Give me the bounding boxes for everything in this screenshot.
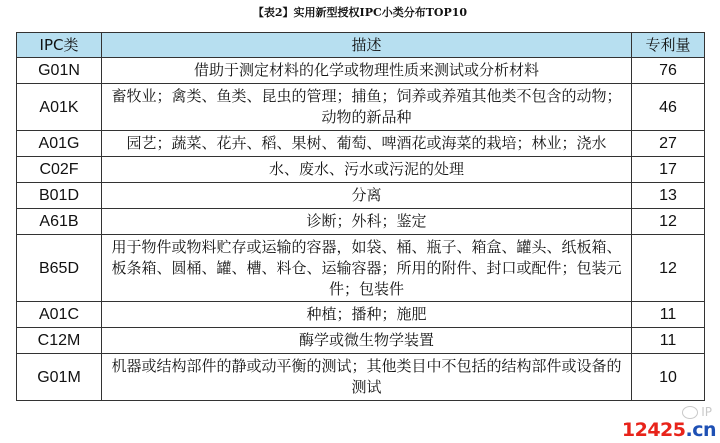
ipc-code-cell: A01G xyxy=(17,131,102,157)
ipc-code-cell: B01D xyxy=(17,183,102,209)
description-cell: 园艺；蔬菜、花卉、稻、果树、葡萄、啤酒花或海菜的栽培；林业；浇水 xyxy=(102,131,632,157)
table-row xyxy=(17,183,705,209)
table-row xyxy=(17,302,705,328)
patent-count-cell: 76 xyxy=(632,58,705,84)
table-row xyxy=(17,58,705,84)
table-row xyxy=(17,84,705,131)
patent-count-cell: 17 xyxy=(632,157,705,183)
table-caption: 【表2】实用新型授权IPC小类分布TOP10 xyxy=(252,6,468,19)
description-cell: 种植；播种；施肥 xyxy=(102,302,632,328)
watermark xyxy=(682,405,712,419)
table-row xyxy=(17,235,705,302)
ipc-code-cell: G01M xyxy=(17,354,102,401)
description-cell: 机器或结构部件的静或动平衡的测试；其他类目中不包括的结构部件或设备的测试 xyxy=(102,354,632,401)
patent-count-cell: 11 xyxy=(632,328,705,354)
patent-count-cell: 10 xyxy=(632,354,705,401)
table-row xyxy=(17,209,705,235)
watermark-text: IP xyxy=(701,405,712,419)
description-cell: 用于物件或物料贮存或运输的容器，如袋、桶、瓶子、箱盒、罐头、纸板箱、板条箱、圆桶、罐、槽、料仓、运输容器；所用的附件、封口或配件；包装元件；包装件 xyxy=(102,235,632,302)
patent-count-cell: 13 xyxy=(632,183,705,209)
patent-count-cell: 27 xyxy=(632,131,705,157)
ipc-code-cell: A61B xyxy=(17,209,102,235)
table-row xyxy=(17,157,705,183)
description-cell: 水、废水、污水或污泥的处理 xyxy=(102,157,632,183)
wechat-icon xyxy=(682,406,698,419)
header-description: 描述 xyxy=(102,33,632,58)
header-patent-count: 专利量 xyxy=(632,33,705,58)
description-cell: 畜牧业；禽类、鱼类、昆虫的管理；捕鱼；饲养或养殖其他类不包含的动物；动物的新品种 xyxy=(102,84,632,131)
site-logo xyxy=(622,419,716,441)
site-logo-number: 12425 xyxy=(621,419,686,441)
description-cell: 诊断；外科；鉴定 xyxy=(102,209,632,235)
table-row xyxy=(17,131,705,157)
table-row xyxy=(17,328,705,354)
description-cell: 酶学或微生物学装置 xyxy=(102,328,632,354)
ipc-code-cell: C12M xyxy=(17,328,102,354)
ipc-code-cell: A01K xyxy=(17,84,102,131)
table-row xyxy=(17,354,705,401)
header-ipc-class: IPC类 xyxy=(17,33,102,58)
table-header-row xyxy=(17,33,705,58)
patent-count-cell: 46 xyxy=(632,84,705,131)
ipc-code-cell: C02F xyxy=(17,157,102,183)
ipc-code-cell: G01N xyxy=(17,58,102,84)
patent-count-cell: 11 xyxy=(632,302,705,328)
description-cell: 借助于测定材料的化学或物理性质来测试或分析材料 xyxy=(102,58,632,84)
ipc-table xyxy=(16,32,705,401)
patent-count-cell: 12 xyxy=(632,209,705,235)
patent-count-cell: 12 xyxy=(632,235,705,302)
ipc-code-cell: B65D xyxy=(17,235,102,302)
description-cell: 分离 xyxy=(102,183,632,209)
site-logo-domain: .cn xyxy=(685,419,716,441)
ipc-code-cell: A01C xyxy=(17,302,102,328)
